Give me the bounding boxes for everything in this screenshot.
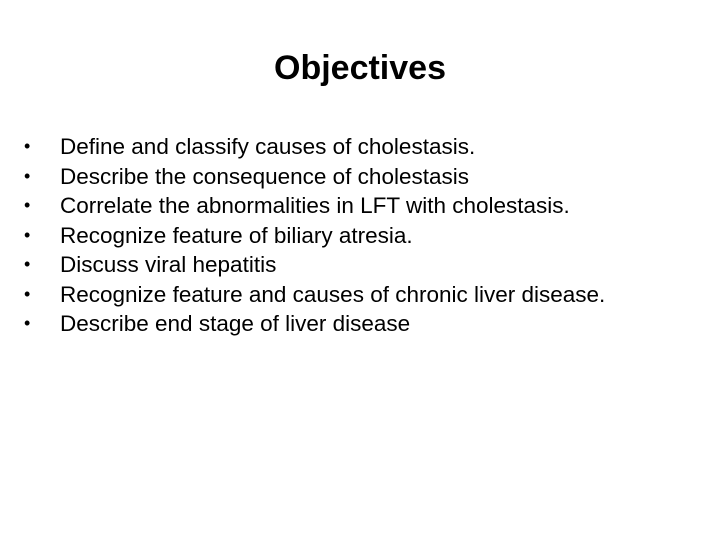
list-item bbox=[24, 132, 694, 162]
slide-title: Objectives bbox=[274, 49, 446, 87]
list-item-text: Discuss viral hepatitis bbox=[60, 252, 277, 277]
bullet-icon: • bbox=[24, 224, 31, 245]
list-item bbox=[24, 162, 694, 192]
bullet-icon: • bbox=[24, 165, 31, 186]
list-item-text: Describe the consequence of cholestasis bbox=[60, 163, 469, 189]
list-item bbox=[24, 250, 694, 280]
bullet-icon: • bbox=[24, 136, 31, 156]
objectives-list bbox=[24, 132, 694, 339]
bullet-icon: • bbox=[24, 254, 31, 274]
list-item bbox=[24, 191, 694, 221]
list-item-text: Recognize feature of biliary atresia. bbox=[60, 222, 413, 248]
list-item-text: Describe end stage of liver disease bbox=[60, 311, 411, 336]
list-item bbox=[24, 280, 694, 310]
bullet-icon: • bbox=[24, 195, 31, 215]
list-item bbox=[24, 221, 694, 251]
list-item-text: Define and classify causes of cholestasis. bbox=[60, 134, 476, 159]
list-item-text: Correlate the abnormalities in LFT with cholestasis. bbox=[60, 193, 570, 218]
list-item bbox=[24, 309, 694, 339]
bullet-icon: • bbox=[24, 283, 31, 304]
list-item-text: Recognize feature and causes of chronic liver disease. bbox=[60, 281, 606, 307]
bullet-icon: • bbox=[24, 313, 31, 333]
